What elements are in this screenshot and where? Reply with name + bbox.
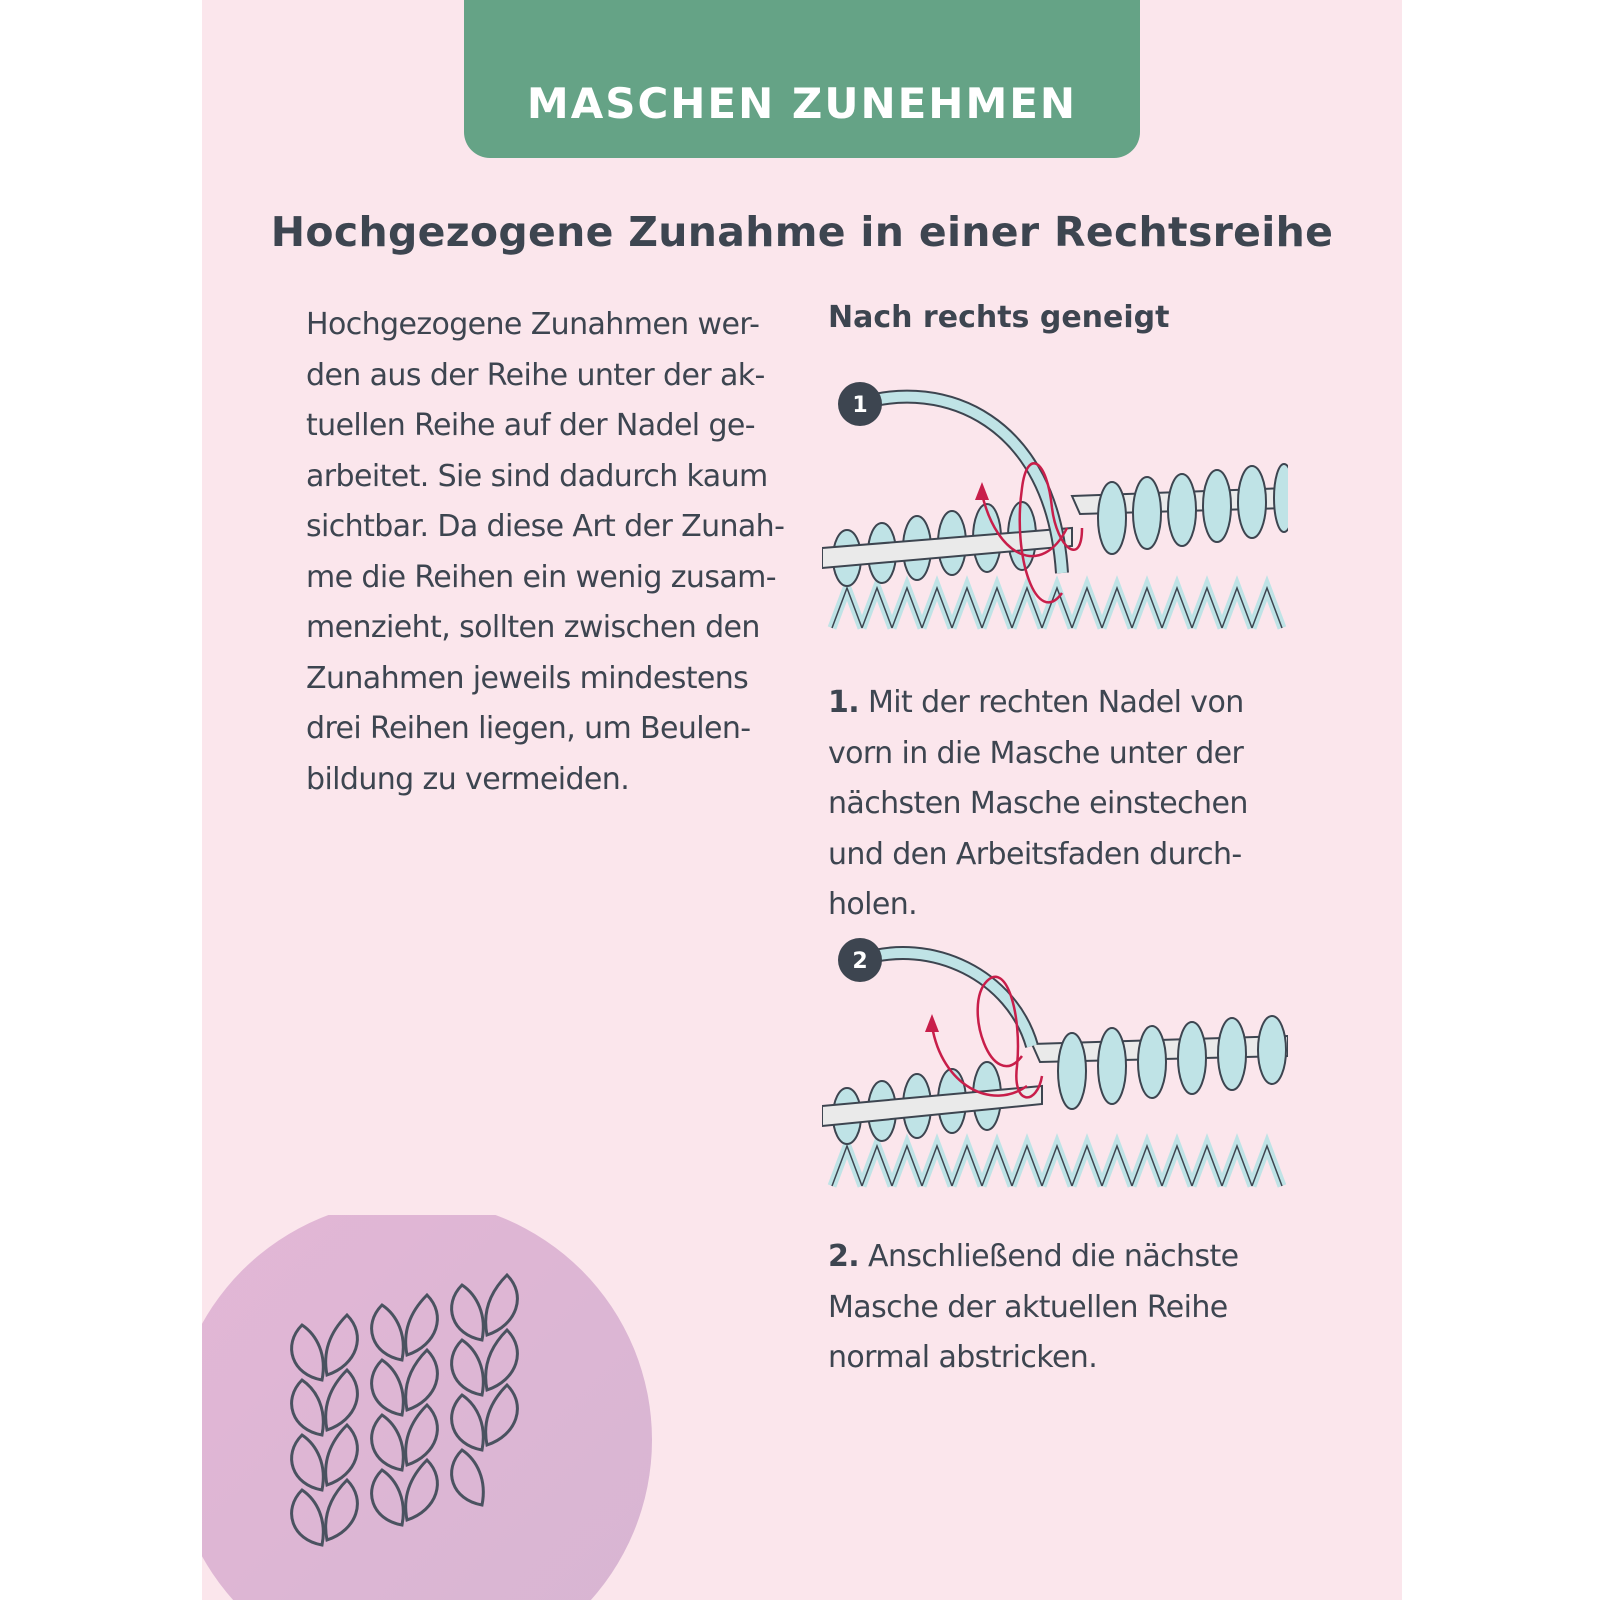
step-line: und den Arbeitsfaden durch- <box>828 836 1242 872</box>
step-line: normal abstricken. <box>828 1340 1098 1375</box>
intro-text <box>306 300 785 805</box>
intro-line: Hochgezogene Zunahmen wer- <box>306 307 760 342</box>
knitting-stitch-icon <box>822 397 1288 628</box>
arrow-up-icon <box>975 482 989 500</box>
intro-line: sichtbar. Da diese Art der Zunah- <box>306 509 785 544</box>
svg-text:2: 2 <box>852 949 868 974</box>
section-subheading: Nach rechts geneigt <box>828 300 1170 335</box>
intro-line: tuellen Reihe auf der Nadel ge- <box>306 408 755 443</box>
step-1-illustration <box>822 378 1288 640</box>
step-number: 2. <box>828 1239 860 1274</box>
arrow-up-icon <box>925 1014 939 1032</box>
step-line: Mit der rechten Nadel von <box>868 685 1244 720</box>
knitting-stitch-icon <box>822 953 1288 1186</box>
step-2-text <box>828 1232 1294 1384</box>
step-2-badge <box>838 938 882 982</box>
step-line: vorn in die Masche unter der <box>828 735 1244 771</box>
intro-line: menzieht, sollten zwischen den <box>306 610 760 645</box>
intro-line: Zunahmen jeweils mindestens <box>306 660 749 696</box>
header-title: MASCHEN ZUNEHMEN <box>526 78 1078 128</box>
step-number: 1. <box>828 685 860 720</box>
header-banner <box>464 0 1140 158</box>
intro-line: arbeitet. Sie sind dadurch kaum <box>306 458 768 494</box>
step-1-text <box>828 678 1294 931</box>
intro-line: bildung zu vermeiden. <box>306 761 630 797</box>
svg-text:1: 1 <box>852 393 868 418</box>
intro-line: me die Reihen ein wenig zusam- <box>306 559 776 595</box>
intro-line: den aus der Reihe unter der ak- <box>306 357 765 393</box>
page-title: Hochgezogene Zunahme in einer Rechtsreihe <box>270 208 1334 256</box>
step-2-illustration <box>822 936 1288 1198</box>
page-card <box>202 0 1402 1600</box>
step-line: nächsten Masche einstechen <box>828 786 1248 821</box>
step-line: holen. <box>828 887 918 922</box>
step-1-badge <box>838 382 882 426</box>
intro-line: drei Reihen liegen, um Beulen- <box>306 711 751 746</box>
step-line: Masche der aktuellen Reihe <box>828 1289 1228 1325</box>
step-line: Anschließend die nächste <box>868 1239 1239 1274</box>
decorative-knit-circle <box>202 1215 662 1600</box>
